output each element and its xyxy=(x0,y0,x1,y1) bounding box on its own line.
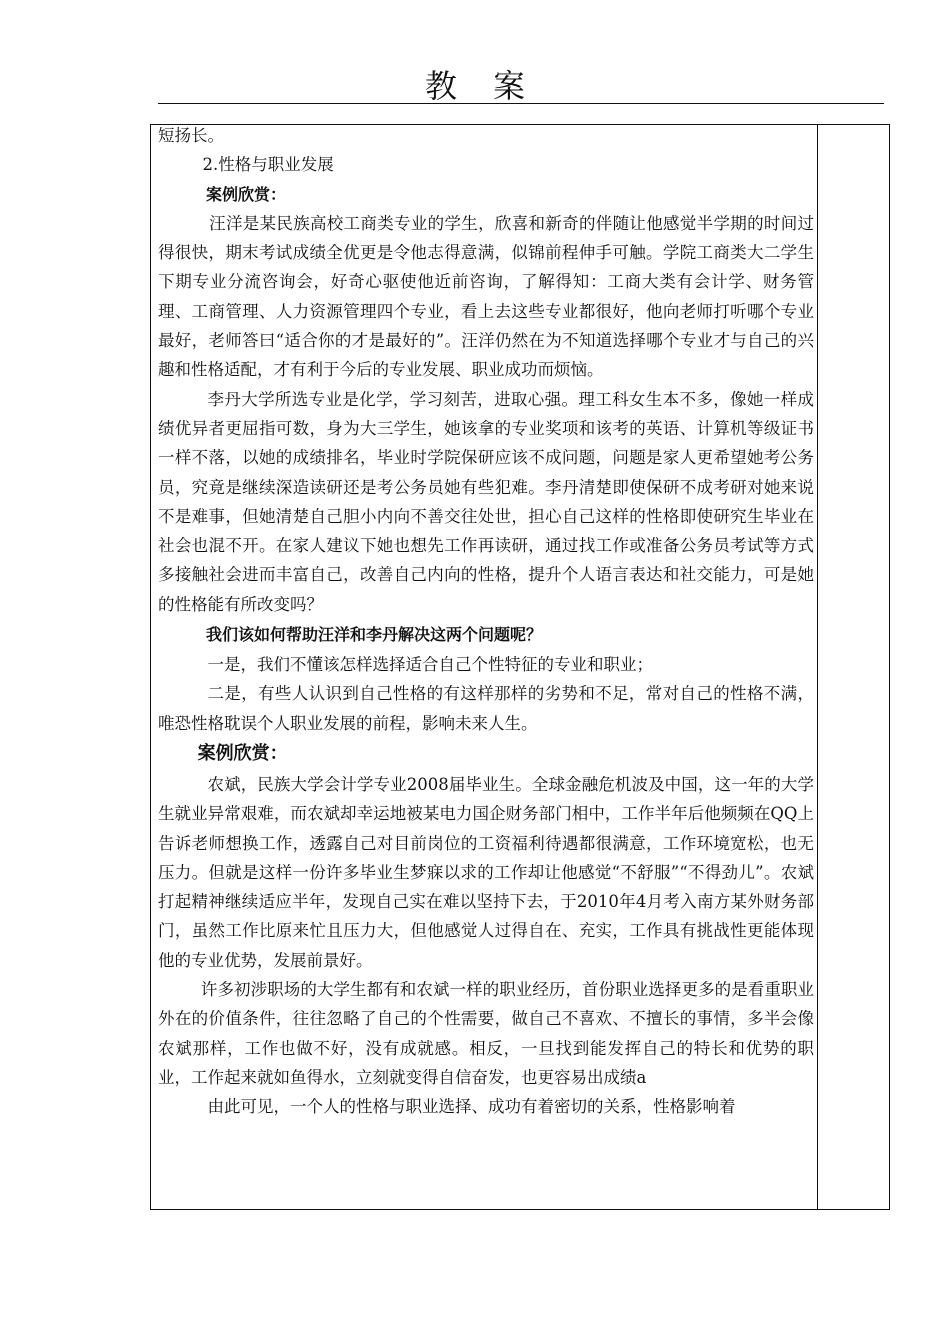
analysis-paragraph: 许多初涉职场的大学生都有和农斌一样的职业经历，首份职业选择更多的是看重职业外在的价值条件，往往忽略了自己的个性需要，做自己不喜欢、不擅长的事情，多半会像农斌那样，工作也做不好，没有成就感。相反，一旦找到能发挥自己的特长和优势的职业，工作起来就如鱼得水，立刻就变得自信奋发，也更容易出成绩a xyxy=(158,980,814,1087)
point-one: 一是，我们不懂该怎样选择适合自己个性特征的专业和职业； xyxy=(207,655,653,675)
title-underline xyxy=(158,103,884,104)
case-paragraph-nong: 农斌，民族大学会计学专业2008届毕业生。全球金融危机波及中国，这一年的大学生就业异常艰难，而农斌却幸运地被某电力国企财务部门相中，工作半年后他频频在QQ上告诉老师想换工作，透露自己对目前岗位的工资福利待遇都很满意，工作环境宽松，也无压力。但就是这样一份许多毕业生梦寐以求的工作却让他感觉“不舒服”“不得劲儿”。农斌打起精神继续适应半年，发现自己实在难以坚持下去，于2010年4月考入南方某外财务部门，虽然工作比原来忙且压力大，但他感觉人过得自在、充实，工作具有挑战性更能体现他的专业优势，发展前景好。 xyxy=(158,774,814,970)
page-title: 教案 xyxy=(424,67,561,105)
case-paragraph-wang: 汪洋是某民族高校工商类专业的学生，欣喜和新奇的伴随让他感觉半学期的时间过得很快，期末考试成绩全优更是令他志得意满，似锦前程伸手可触。学院工商类大二学生下期专业分流咨询会，好奇心驱使他近前咨询，了解得知：工商大类有会计学、财务管理、工商管理、人力资源管理四个专业，看上去这些专业都很好，他向老师打听哪个专业最好，老师答曰“适合你的才是最好的”。汪洋仍然在为不知道选择哪个专业才与自己的兴趣和性格适配，才有利于今后的专业发展、职业成功而烦恼。 xyxy=(158,213,814,380)
conclusion-paragraph: 由此可见，一个人的性格与职业选择、成功有着密切的关系，性格影响着 xyxy=(207,1097,736,1117)
section-heading: 2.性格与职业发展 xyxy=(202,155,334,175)
question-heading: 我们该如何帮助汪洋和李丹解决这两个问题呢？ xyxy=(206,625,543,645)
case-heading: 案例欣赏： xyxy=(206,184,287,204)
case-heading-2: 案例欣赏： xyxy=(197,742,288,764)
paragraph-continuation: 短扬长。 xyxy=(158,126,224,145)
lesson-content xyxy=(158,121,814,1210)
table-column-divider xyxy=(817,124,818,1210)
point-two: 二是，有些人认识到自己性格的有这样那样的劣势和不足，常对自己的性格不满，唯恐性格耽误个人职业发展的前程，影响未来人生。 xyxy=(158,684,814,733)
case-paragraph-li: 李丹大学所选专业是化学，学习刻苦，进取心强。理工科女生本不多，像她一样成绩优异者更屈指可数，身为大三学生，她该拿的专业奖项和该考的英语、计算机等级证书一样不落，以她的成绩排名，毕业时学院保研应该不成问题，问题是家人更希望她考公务员，究竟是继续深造读研还是考公务员她有些犯难。李丹清楚即使保研不成考研对她来说不是难事，但她清楚自己胆小内向不善交往处世，担心自己这样的性格即使研究生毕业在社会也混不开。在家人建议下她也想先工作再读研，通过找工作或准备公务员考试等方式多接触社会进而丰富自己，改善自己内向的性格，提升个人语言表达和社交能力，可是她的性格能有所改变吗？ xyxy=(158,389,814,614)
